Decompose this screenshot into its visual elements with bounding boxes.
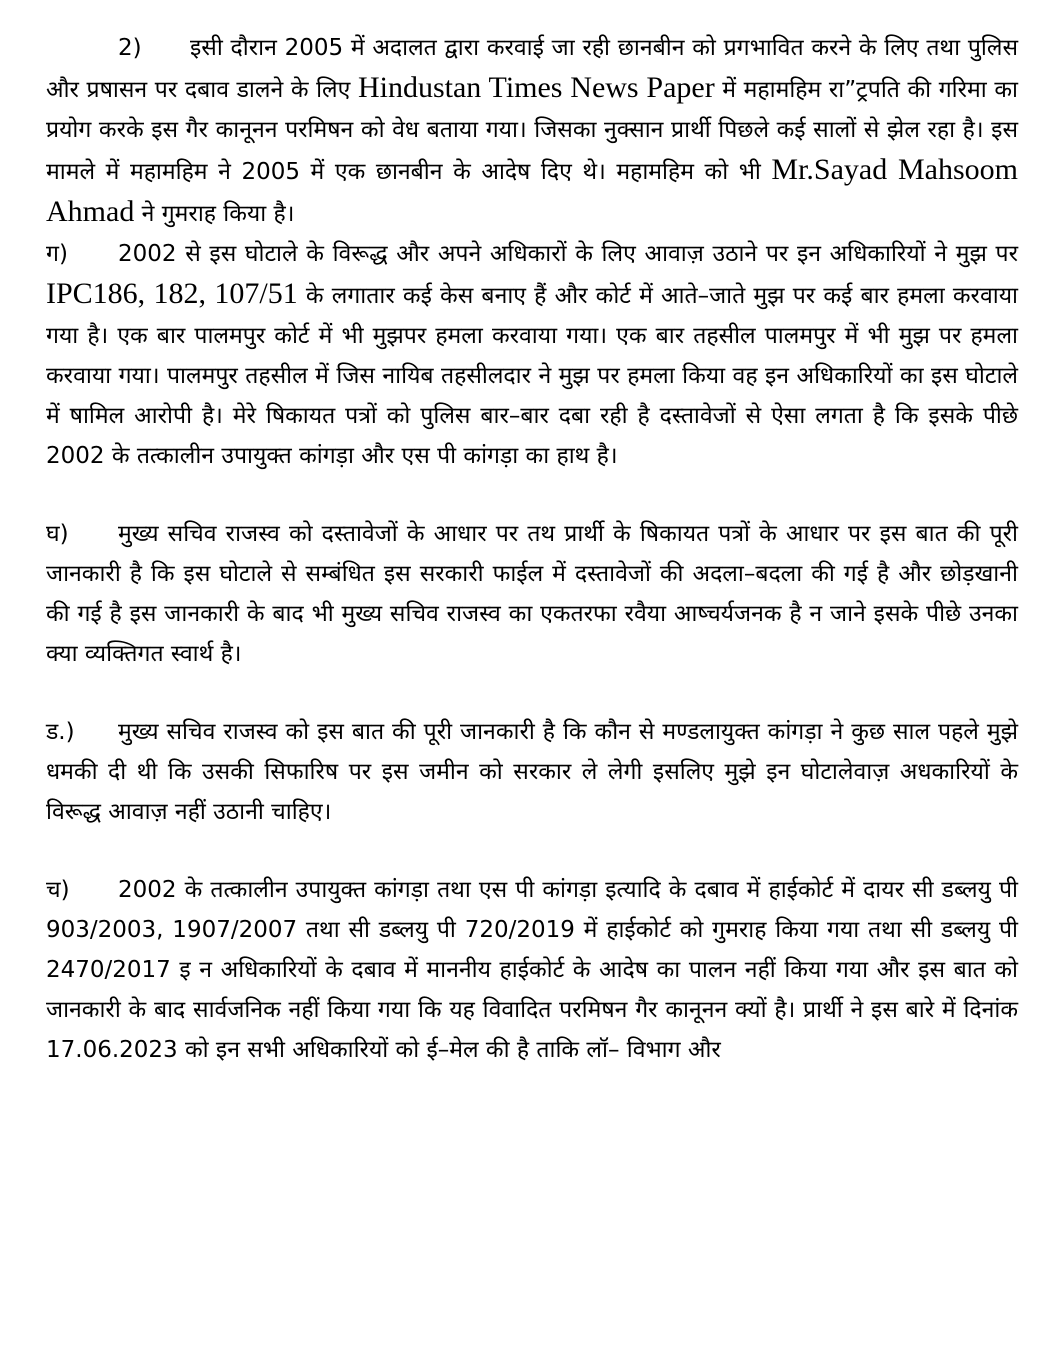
- person-name: Mr.Sayad Mahsoom Ahmad: [46, 153, 1019, 228]
- paragraph-label: च): [46, 877, 70, 903]
- paragraph-text: 2002 के तत्कालीन उपायुक्त कांगड़ा तथा एस पी कांगड़ा इत्यादि के दबाव में हाईकोर्ट में दायर सी डब्लयु पी 903/2003, 1907/2007 तथा सी डब्लयु पी 720/2019 में हाईकोर्ट को गुमराह किया गया तथा सी डब्लयु पी 2470/2017 इ न अधिकारियों के दबाव में माननीय हाईकोर्ट के आदेष का पालन नहीं किया गया और इस बात को जानकारी के बाद सार्वजनिक नहीं किया गया कि यह विवादित परमिषन गैर कानूनन क्यों है। प्रार्थी ने इस बारे में दिनांक 17.06.2023 को इन सभी अधिकारियों को ई–मेल की है ताकि लॉ– विभाग और: [46, 877, 1018, 1063]
- paragraph-ga: [46, 234, 1018, 476]
- paragraph-text: इसी दौरान 2005 में अदालत द्वारा करवाई जा रही छानबीन को प्रगभावित करने के लिए तथा पुलिस और प्रषासन पर दबाव डालने के लिए: [46, 35, 1018, 103]
- paragraph-text: के लगातार कई केस बनाए हैं और कोर्ट में आते–जाते मुझ पर कई बार हमला करवाया गया है। एक बार पालमपुर कोर्ट में भी मुझपर हमला करवाया गया। एक बार तहसील पालमपुर में भी मुझ पर हमला करवाया गया। पालमपुर तहसील में जिस नायिब तहसीलदार ने मुझ पर हमला किया वह इन अधिकारियों का इस घोटाले में षामिल आरोपी है। मेरे षिकायत पत्रों को पुलिस बार–बार दबा रही है दस्तावेजों से ऐसा लगता है कि इसके पीछे 2002 के तत्कालीन उपायुक्त कांगड़ा और एस पी कांगड़ा का हाथ है।: [46, 283, 1018, 469]
- paragraph-label: ग): [46, 241, 68, 267]
- paragraph-gha: [46, 514, 1018, 674]
- ipc-sections: IPC186, 182, 107/51: [46, 277, 298, 310]
- paragraph-da: [46, 712, 1018, 832]
- paragraph-label: ड.): [46, 719, 75, 745]
- paragraph-label: घ): [46, 521, 69, 547]
- paragraph-spacer: [46, 476, 1018, 514]
- paragraph-label: 2): [118, 35, 142, 61]
- paragraph-2: [46, 28, 1018, 234]
- paragraph-text: 2002 से इस घोटाले के विरूद्ध और अपने अधिकारों के लिए आवाज़ उठाने पर इन अधिकारियों ने मुझ पर: [118, 241, 1018, 267]
- document-page: [46, 28, 1018, 1070]
- newspaper-name: Hindustan Times News Paper: [357, 71, 715, 104]
- paragraph-text: मुख्य सचिव राजस्व को इस बात की पूरी जानकारी है कि कौन से मण्डलायुक्त कांगड़ा ने कुछ साल पहले मुझे धमकी दी थी कि उसकी सिफारिष पर इस जमीन को सरकार ले लेगी इसलिए मुझे इन घोटालेवाज़ अधकारियों के विरूद्ध आवाज़ नहीं उठानी चाहिए।: [46, 719, 1018, 825]
- paragraph-text: मुख्य सचिव राजस्व को दस्तावेजों के आधार पर तथ प्रार्थी के षिकायत पत्रों के आधार पर इस बात की पूरी जानकारी है कि इस घोटाले से सम्बंधित इस सरकारी फाईल में दस्तावेजों की अदला–बदला की गई है और छोड़खानी की गई है इस जानकारी के बाद भी मुख्य सचिव राजस्व का एकतरफा रवैया आष्चर्यजनक है न जाने इसके पीछे उनका क्या व्यक्तिगत स्वार्थ है।: [46, 521, 1018, 667]
- paragraph-spacer: [46, 674, 1018, 712]
- paragraph-text: में महामहिम रा”ट्रपति की गरिमा का प्रयोग करके इस गैर कानूनन परमिषन को वेध बताया गया। जिसका नुक्सान प्रार्थी पिछले कई सालों से झेल रहा है। इस मामले में महामहिम ने 2005 में एक छानबीन के आदेष दिए थे। महामहिम को भी: [46, 77, 1018, 185]
- paragraph-spacer: [46, 832, 1018, 870]
- paragraph-cha: [46, 870, 1018, 1070]
- paragraph-text: ने गुमराह किया है।: [134, 201, 295, 227]
